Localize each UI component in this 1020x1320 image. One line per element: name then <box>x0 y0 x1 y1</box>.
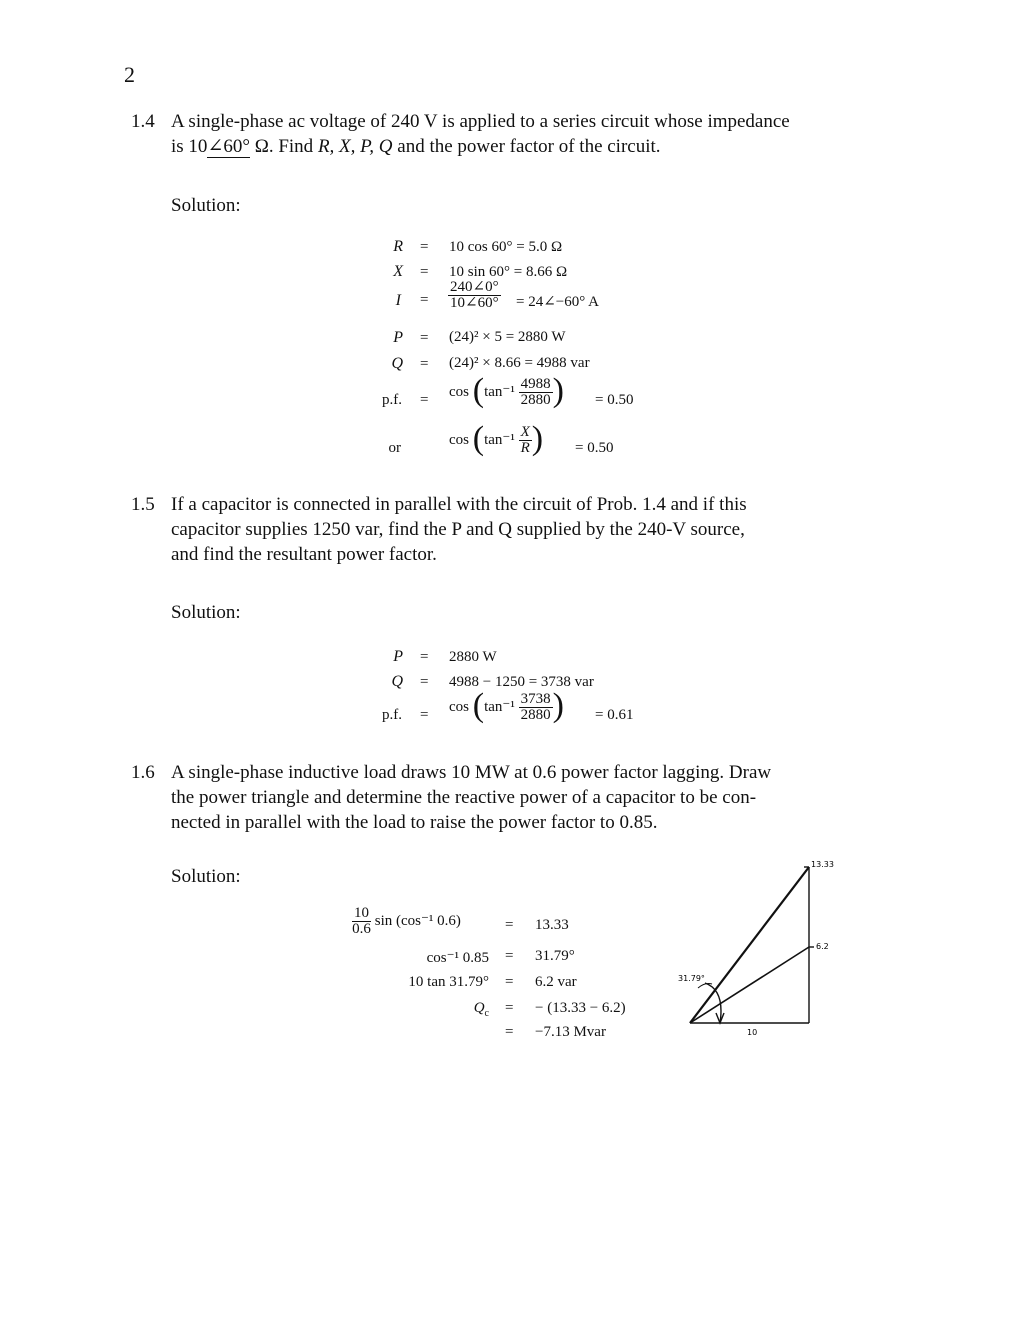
eq-d-rhs: − (13.33 − 6.2) <box>535 1000 626 1016</box>
right-paren: ) <box>531 419 544 457</box>
fraction-numerator: X <box>520 424 530 440</box>
eq-sign: = <box>420 264 429 280</box>
eq-rhs-r: 10 cos 60° = 5.0 Ω <box>449 239 563 255</box>
fraction-denominator: R <box>520 440 530 456</box>
eq-lhs-i: I <box>395 292 401 309</box>
problem-1-5-equations <box>340 645 680 745</box>
eq-rhs-p: (24)² × 5 = 2880 W <box>449 329 566 345</box>
eq-c-rhs: 6.2 var <box>535 974 577 990</box>
page-number: 2 <box>124 62 135 87</box>
eq-rhs-q: 4988 − 1250 = 3738 var <box>449 674 594 690</box>
eq-lhs-p: P <box>393 648 403 665</box>
eq-d-lhs <box>474 1000 489 1019</box>
fraction-denominator: 0.6 <box>352 921 371 937</box>
angle-symbol: ∠ <box>207 136 224 157</box>
cos-text: cos <box>449 431 469 448</box>
eq-sign: = <box>420 392 429 408</box>
q-symbol: Q <box>473 1000 485 1016</box>
eq-lhs-pf: p.f. <box>382 707 402 723</box>
eq-rhs-i: = 24∠−60° A <box>516 294 599 310</box>
eq-i-fraction <box>448 280 501 311</box>
problem-1-6-line-1: A single-phase inductive load draws 10 MW at 0.6 power factor lagging. Draw <box>171 762 772 783</box>
eq-sign: = <box>505 1000 514 1016</box>
eq-c-lhs: 10 tan 31.79° <box>408 974 489 990</box>
cos-text: cos <box>449 383 469 400</box>
eq-pf-expression <box>449 371 564 409</box>
eq-sign: = <box>420 674 429 690</box>
eq-sign: = <box>505 1024 514 1040</box>
eq-sign: = <box>420 330 429 346</box>
eq-b-rhs: 31.79° <box>535 948 575 964</box>
eq-sign: = <box>420 356 429 372</box>
problem-1-6-statement <box>171 760 871 835</box>
tan-inverse-text: tan⁻¹ <box>484 383 515 400</box>
eq-lhs-p: P <box>393 329 403 346</box>
eq-sign: = <box>420 239 429 255</box>
eq-sign: = <box>420 292 429 308</box>
fraction-denominator: 10∠60° <box>450 295 499 311</box>
problem-1-5-number: 1.5 <box>131 494 155 515</box>
variables-list: R, X, P, Q <box>317 136 393 157</box>
problem-1-6-number: 1.6 <box>131 762 155 783</box>
label-6-2: 6.2 <box>816 942 829 951</box>
eq-or-expression <box>449 419 544 457</box>
hypotenuse-13-33 <box>690 867 809 1023</box>
eq-a-rhs: 13.33 <box>535 917 569 933</box>
problem-1-6-equations <box>350 900 680 1050</box>
eq-rhs-q: (24)² × 8.66 = 4988 var <box>449 355 590 371</box>
right-paren: ) <box>552 371 564 409</box>
eq-lhs-x: X <box>393 263 403 280</box>
problem-1-4-statement <box>171 109 871 159</box>
problem-1-6-line-3: nected in parallel with the load to raise the power factor to 0.85. <box>171 812 658 833</box>
problem-1-5-statement <box>171 492 871 567</box>
problem-1-6-solution-label: Solution: <box>171 866 241 887</box>
right-paren: ) <box>552 686 564 724</box>
fraction-denominator: 2880 <box>520 392 551 408</box>
eq-lhs-r: R <box>393 238 403 255</box>
eq-sign: = <box>420 707 429 723</box>
line-text: is 10 <box>171 136 208 157</box>
tan-inverse-text: tan⁻¹ <box>484 431 515 448</box>
left-paren: ( <box>472 371 485 409</box>
eq-b-lhs: cos⁻¹ 0.85 <box>426 950 489 966</box>
sin-expression: sin (cos⁻¹ 0.6) <box>374 912 461 929</box>
eq-lhs-or: or <box>388 440 401 456</box>
problem-1-5-line-3: and find the resultant power factor. <box>171 544 437 565</box>
eq-sign: = <box>505 948 514 964</box>
problem-1-5-line-1: If a capacitor is connected in parallel with the circuit of Prob. 1.4 and if this <box>171 494 747 515</box>
eq-a-lhs <box>352 906 461 937</box>
line-text: Ω. Find <box>249 136 318 157</box>
fraction-numerator: 240∠0° <box>450 279 499 295</box>
power-triangle-diagram <box>670 855 850 1050</box>
line-text: and the power factor of the circuit. <box>392 136 661 157</box>
problem-1-4-solution-label: Solution: <box>171 195 241 216</box>
eq-lhs-q: Q <box>391 673 403 690</box>
fraction-numerator: 10 <box>354 905 369 921</box>
label-angle: 31.79° <box>678 974 705 983</box>
eq-sign: = <box>505 974 514 990</box>
eq-pf-expression <box>449 686 564 724</box>
problem-1-4-equations <box>340 235 680 470</box>
hypotenuse-6-2 <box>690 947 809 1023</box>
eq-e-rhs: −7.13 Mvar <box>535 1024 606 1040</box>
eq-rhs-or: = 0.50 <box>575 440 614 456</box>
problem-1-4-number: 1.4 <box>131 111 155 132</box>
angle-value: 60° <box>223 136 250 157</box>
eq-lhs-q: Q <box>391 355 403 372</box>
tan-inverse-text: tan⁻¹ <box>484 698 515 715</box>
problem-1-4-line-2 <box>171 134 871 159</box>
fraction-numerator: 4988 <box>520 376 551 392</box>
eq-rhs-p: 2880 W <box>449 649 497 665</box>
eq-rhs-x: 10 sin 60° = 8.66 Ω <box>449 264 568 280</box>
left-paren: ( <box>472 686 485 724</box>
eq-rhs-pf: = 0.61 <box>595 707 634 723</box>
cos-text: cos <box>449 698 469 715</box>
problem-1-4-line-1: A single-phase ac voltage of 240 V is applied to a series circuit whose impedance <box>171 111 790 132</box>
eq-lhs-pf: p.f. <box>382 392 402 408</box>
label-10: 10 <box>747 1028 758 1037</box>
problem-1-6-line-2: the power triangle and determine the reactive power of a capacitor to be con- <box>171 787 757 808</box>
problem-1-5-line-2: capacitor supplies 1250 var, find the P and Q supplied by the 240-V source, <box>171 519 745 540</box>
eq-rhs-pf: = 0.50 <box>595 392 634 408</box>
label-13-33: 13.33 <box>811 860 834 869</box>
eq-sign: = <box>505 917 514 933</box>
fraction-denominator: 2880 <box>520 707 551 723</box>
eq-sign: = <box>420 649 429 665</box>
left-paren: ( <box>472 419 485 457</box>
fraction-numerator: 3738 <box>520 691 551 707</box>
angle-arc <box>705 983 721 1023</box>
q-subscript: c <box>484 1008 489 1019</box>
problem-1-5-solution-label: Solution: <box>171 602 241 623</box>
